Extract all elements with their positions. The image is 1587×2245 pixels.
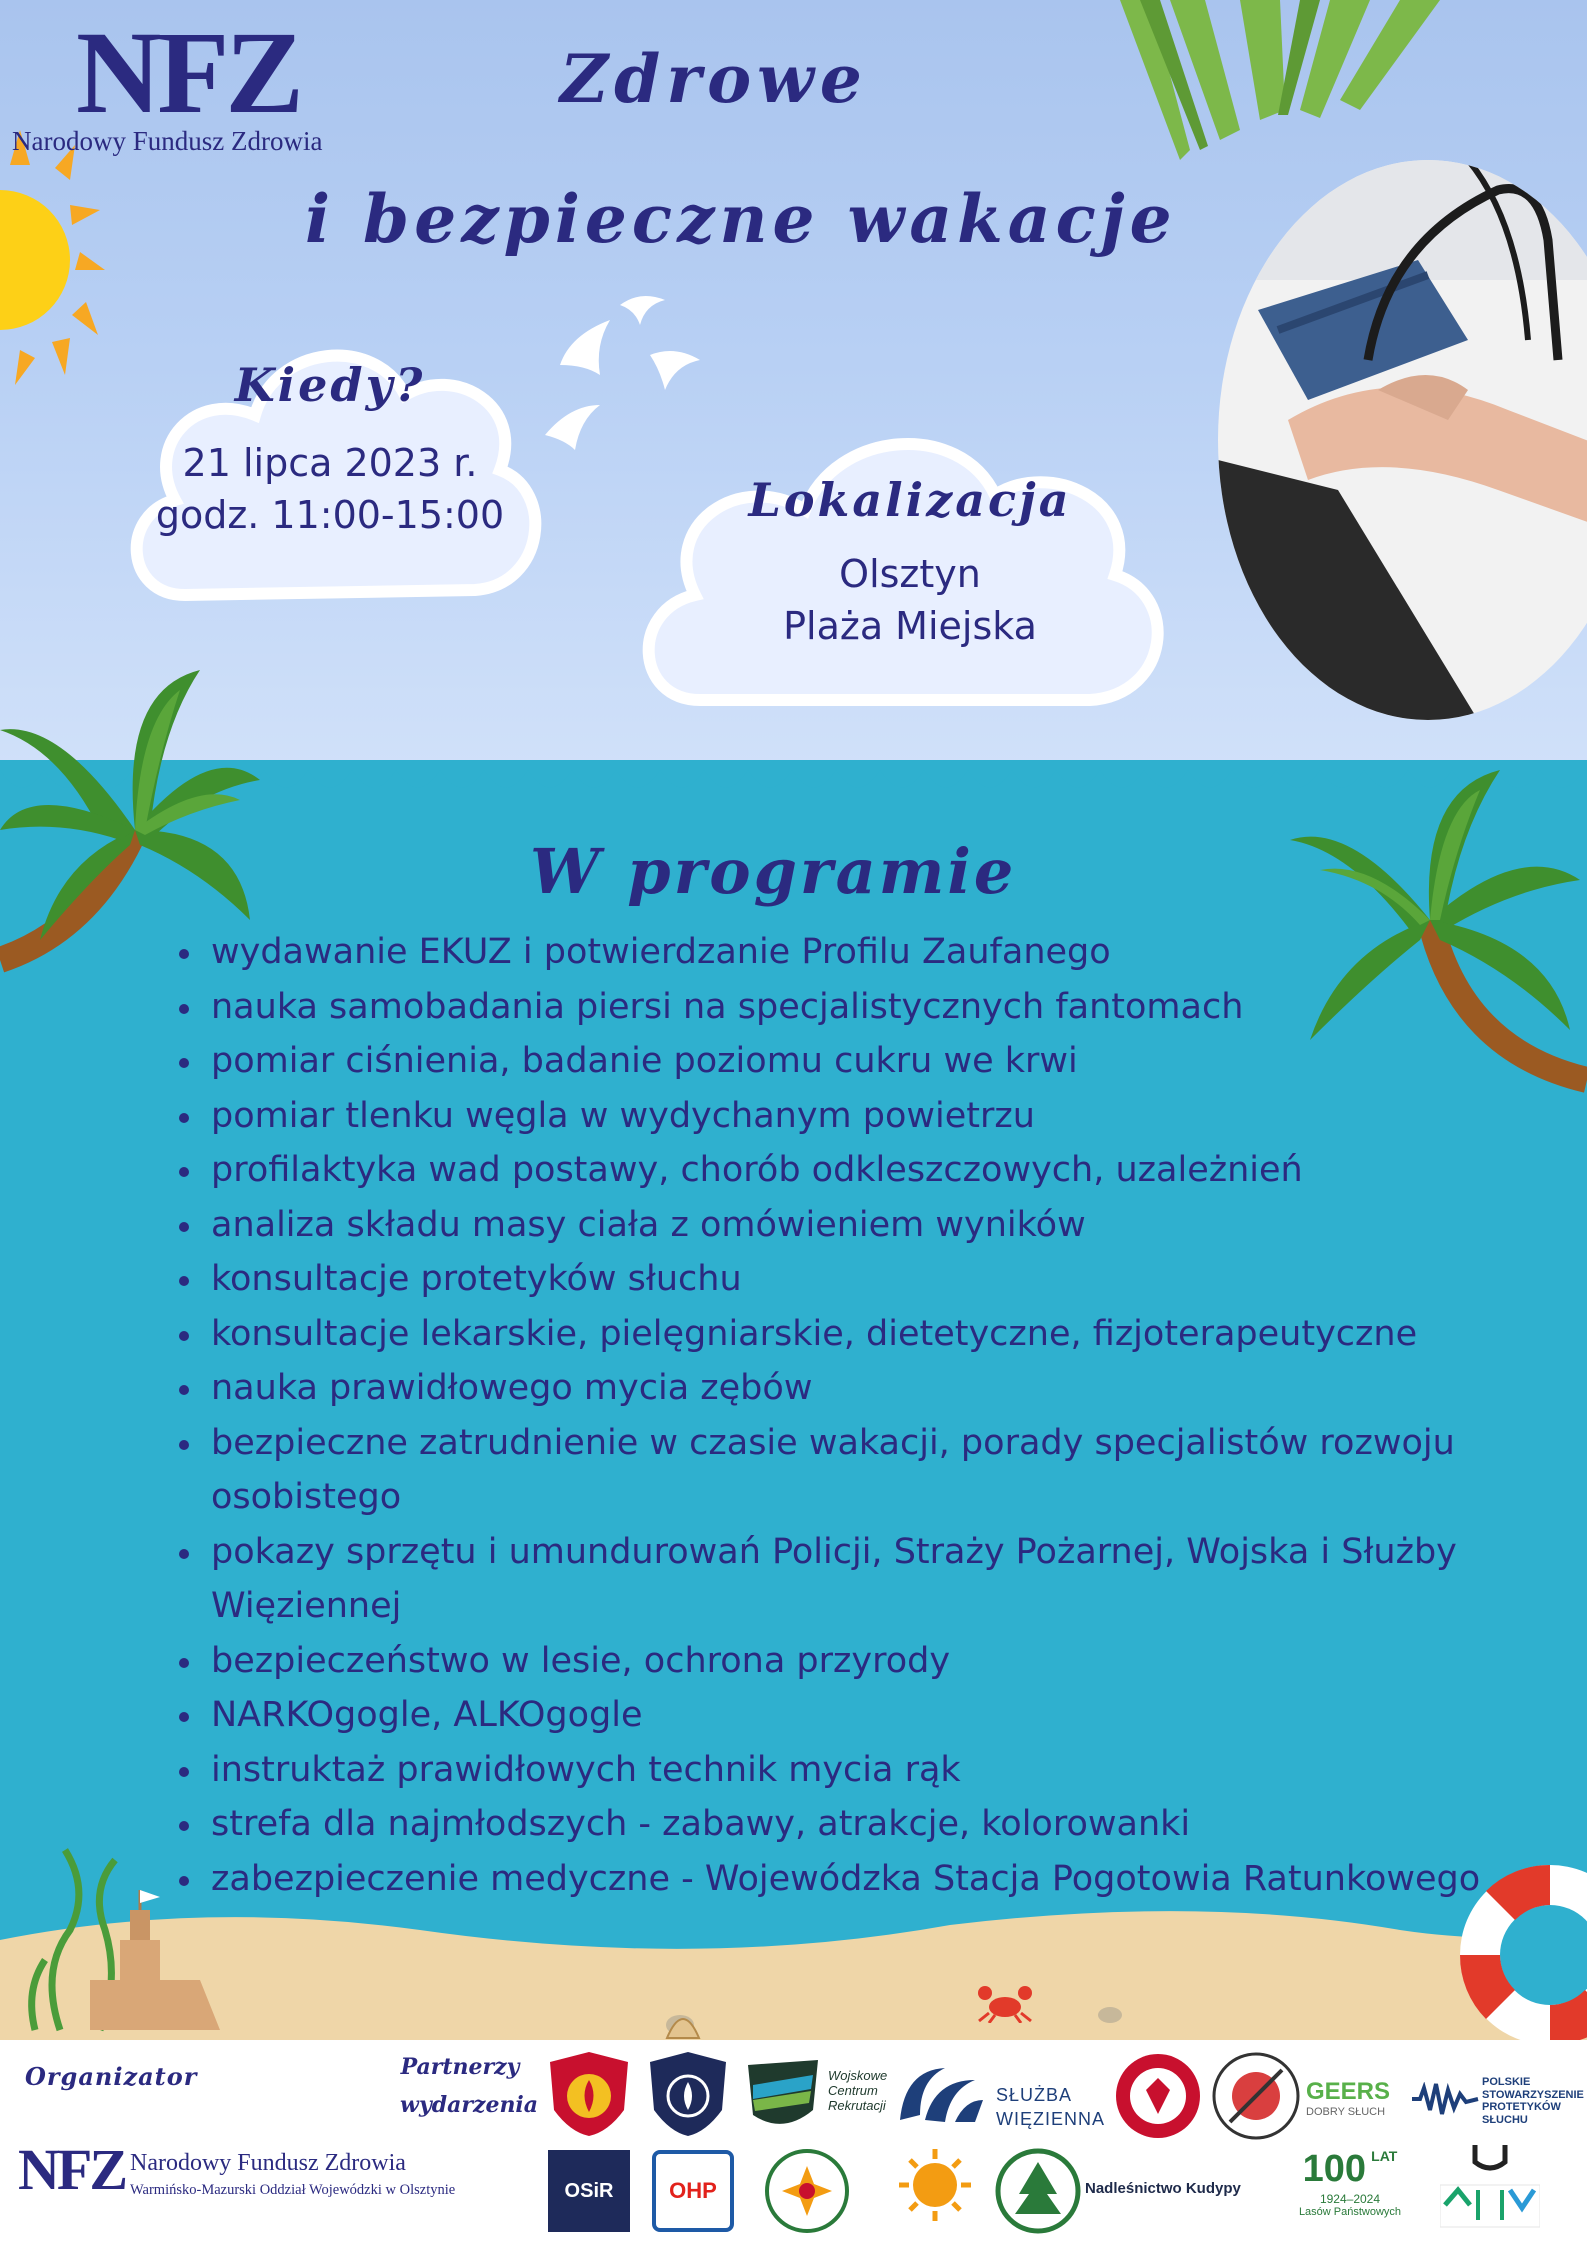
- program-item: analiza składu masy ciała z omówieniem wyników: [175, 1198, 1555, 1253]
- program-item: zabezpieczenie medyczne - Wojewódzka Stacja Pogotowia Ratunkowego: [175, 1852, 1555, 1907]
- program-item: strefa dla najmłodszych - zabawy, atrakcje, kolorowanki: [175, 1797, 1555, 1852]
- police-logo: [648, 2050, 728, 2138]
- sandcastle-icon: [20, 1830, 250, 2040]
- when-time: godz. 11:00-15:00: [155, 493, 505, 537]
- program-item: pomiar ciśnienia, badanie poziomu cukru we krwi: [175, 1034, 1555, 1089]
- lifebuoy-icon: [1430, 1860, 1587, 2045]
- when-heading: Kiedy?: [234, 358, 426, 412]
- psps-label-line4: SŁUCHU: [1482, 2113, 1528, 2126]
- lp-lat: LAT: [1371, 2148, 1398, 2164]
- palm-leaves-top-icon: [1040, 0, 1587, 200]
- school-sun-logo: [890, 2145, 980, 2235]
- lasy-panstwowe-logo: [995, 2148, 1081, 2234]
- ambulance-station-logo: [764, 2148, 850, 2234]
- nfz-logo: [12, 8, 382, 158]
- lp-name: Lasów Państwowych: [1298, 2206, 1402, 2218]
- geers-label: GEERS: [1306, 2078, 1391, 2105]
- title-line-1: Zdrowe: [560, 40, 868, 118]
- title-line-2: i bezpieczne wakacje: [305, 180, 1177, 258]
- when-block: [120, 355, 540, 541]
- footer-nfz-name: Narodowy Fundusz Zdrowia: [130, 2150, 406, 2176]
- wcr-label-line2: Centrum: [828, 2083, 878, 2098]
- crab-icon: [975, 1983, 1035, 2023]
- program-list: [175, 925, 1555, 1906]
- footer-nfz-branch: Warmińsko-Mazurski Oddział Wojewódzki w Olsztynie: [130, 2182, 456, 2198]
- program-item: bezpieczeństwo w lesie, ochrona przyrody: [175, 1634, 1555, 1689]
- nadlesnictwo-label: Nadleśnictwo Kudypy: [1085, 2180, 1241, 2197]
- location-city: Olsztyn: [839, 552, 981, 596]
- amazonki-logo: [1210, 2052, 1302, 2140]
- program-item: konsultacje lekarskie, pielęgniarskie, dietetyczne, fizjoterapeutyczne: [175, 1307, 1555, 1362]
- program-item: bezpieczne zatrudnienie w czasie wakacji, porady specjalistów rozwoju osobistego: [175, 1416, 1555, 1525]
- partners-label: [400, 2048, 539, 2124]
- geers-logo: [1306, 2078, 1406, 2118]
- program-item: konsultacje protetyków słuchu: [175, 1252, 1555, 1307]
- psps-label-line2: STOWARZYSZENIE: [1482, 2088, 1584, 2101]
- program-heading: W programie: [530, 835, 1017, 908]
- sw-label-line2: WIĘZIENNA: [996, 2109, 1106, 2129]
- psps-label-line1: POLSKIE: [1482, 2076, 1531, 2088]
- ohp-logo: OHP: [652, 2150, 734, 2232]
- geers-sub: DOBRY SŁUCH: [1306, 2106, 1386, 2118]
- program-item: profilaktyka wad postawy, chorób odkleszczowych, uzależnień: [175, 1143, 1555, 1198]
- uwm-logo: [1440, 2140, 1540, 2235]
- program-item: wydawanie EKUZ i potwierdzanie Profilu Zaufanego: [175, 925, 1555, 980]
- nfz-logo-letters: NFZ: [76, 7, 300, 138]
- psps-logo-icon: [1410, 2082, 1480, 2116]
- sw-label-line1: SŁUŻBA: [996, 2085, 1073, 2105]
- wcr-label-line1: Wojskowe: [828, 2068, 888, 2083]
- sw-label: [996, 2083, 1105, 2131]
- fire-brigade-logo: [548, 2050, 630, 2138]
- program-item: pomiar tlenku węgla w wydychanym powietrzu: [175, 1089, 1555, 1144]
- footer-nfz-letters: NFZ: [18, 2137, 125, 2202]
- lp-100: 100: [1302, 2148, 1367, 2190]
- program-item: NARKOgogle, ALKOgogle: [175, 1688, 1555, 1743]
- wcr-label: [828, 2068, 887, 2113]
- psps-label-line3: PROTETYKÓW: [1482, 2101, 1561, 2113]
- nfz-logo-subtitle: Narodowy Fundusz Zdrowia: [12, 126, 323, 156]
- location-block: [690, 470, 1130, 652]
- shell-icon: [665, 2010, 701, 2040]
- lp-100-logo: [1295, 2148, 1405, 2238]
- organizer-label: Organizator: [25, 2062, 198, 2091]
- footer-nfz-logo: [18, 2137, 538, 2210]
- lp-years: 1924–2024: [1319, 2192, 1381, 2206]
- program-item: nauka prawidłowego mycia zębów: [175, 1361, 1555, 1416]
- program-item: instruktaż prawidłowych technik mycia rąk: [175, 1743, 1555, 1798]
- osir-logo: OSiR: [548, 2150, 630, 2232]
- psps-label: [1482, 2076, 1584, 2126]
- wcr-logo: [743, 2055, 823, 2135]
- location-heading: Lokalizacja: [748, 473, 1072, 527]
- sanitary-inspection-logo: [1112, 2052, 1204, 2140]
- location-place: Plaża Miejska: [783, 604, 1037, 648]
- program-item: pokazy sprzętu i umundurowań Policji, Straży Pożarnej, Wojska i Służby Więziennej: [175, 1525, 1555, 1634]
- partners-label-line1: Partnerzy: [400, 2054, 520, 2080]
- partners-label-line2: wydarzenia: [400, 2092, 539, 2118]
- wcr-label-line3: Rekrutacji: [828, 2098, 886, 2113]
- program-item: nauka samobadania piersi na specjalistycznych fantomach: [175, 980, 1555, 1035]
- when-date: 21 lipca 2023 r.: [182, 441, 478, 485]
- sw-logo: [895, 2060, 985, 2130]
